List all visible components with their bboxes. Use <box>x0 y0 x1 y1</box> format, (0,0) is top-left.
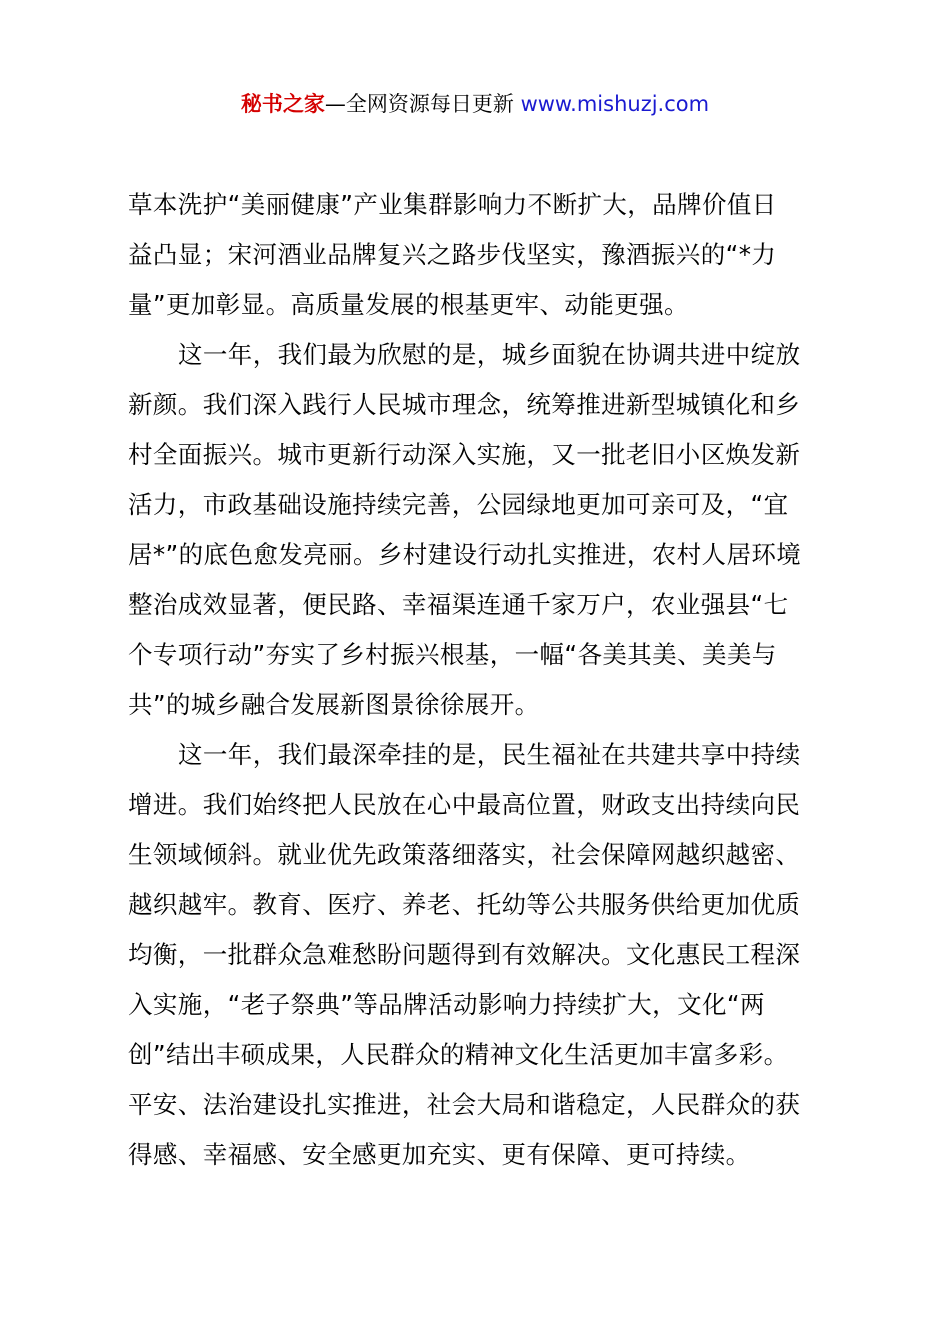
text-line: 越织越牢。教育、医疗、养老、托幼等公共服务供给更加优质 <box>128 890 801 919</box>
text-line: 平安、法治建设扎实推进，社会大局和谐稳定，人民群众的获 <box>128 1090 801 1119</box>
text-line: 草本洗护“美丽健康”产业集群影响力不断扩大，品牌价值日 <box>128 190 777 219</box>
text-line: 量”更加彰显。高质量发展的根基更牢、动能更强。 <box>128 290 689 319</box>
text-line: 入实施，“老子祭典”等品牌活动影响力持续扩大，文化“两 <box>128 990 765 1019</box>
text-line: 新颜。我们深入践行人民城市理念，统筹推进新型城镇化和乡 <box>128 390 801 419</box>
text-line: 活力，市政基础设施持续完善，公园绿地更加可亲可及，“宜 <box>128 490 789 519</box>
text-line: 益凸显；宋河酒业品牌复兴之路步伐坚实，豫酒振兴的“*力 <box>128 240 777 269</box>
text-line: 创”结出丰硕成果，人民群众的精神文化生活更加丰富多彩。 <box>128 1040 789 1069</box>
text-line: 整治成效显著，便民路、幸福渠连通千家万户，农业强县“七 <box>128 590 789 619</box>
text-line: 增进。我们始终把人民放在心中最高位置，财政支出持续向民 <box>128 790 801 819</box>
text-line: 个专项行动”夯实了乡村振兴根基，一幅“各美其美、美美与 <box>128 640 777 669</box>
text-line: 生领域倾斜。就业优先政策落细落实，社会保障网越织越密、 <box>128 840 801 869</box>
text-line: 这一年，我们最为欣慰的是，城乡面貌在协调共进中绽放 <box>178 340 801 369</box>
text-line: 居*”的底色愈发亮丽。乡村建设行动扎实推进，农村人居环境 <box>128 540 802 569</box>
text-line: 共”的城乡融合发展新图景徐徐展开。 <box>128 690 540 719</box>
header-tagline: —全网资源每日更新 <box>324 92 521 116</box>
text-line: 均衡，一批群众急难愁盼问题得到有效解决。文化惠民工程深 <box>128 940 801 969</box>
text-line: 得感、幸福感、安全感更加充实、更有保障、更可持续。 <box>128 1140 751 1169</box>
document-body <box>128 180 838 1180</box>
page-header <box>0 88 950 120</box>
header-brand: 秘书之家 <box>240 92 325 116</box>
text-line: 村全面振兴。城市更新行动深入实施，又一批老旧小区焕发新 <box>128 440 801 469</box>
header-url-link[interactable]: www.mishuzj.com <box>520 92 710 116</box>
text-line: 这一年，我们最深牵挂的是，民生福祉在共建共享中持续 <box>178 740 801 769</box>
